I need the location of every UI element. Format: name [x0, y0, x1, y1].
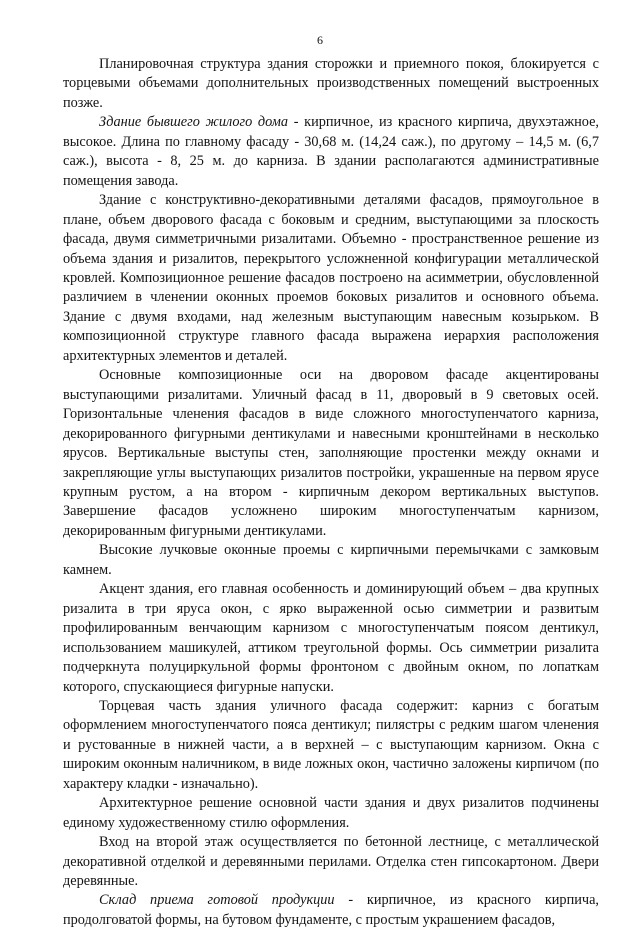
paragraph-warehouse: Склад приема готовой продукции - кирпичное, из красного кирпича, продолговатой формы, на бутовом фундаменте, с простым украшением фасадов,	[63, 892, 599, 928]
page-number: 6	[317, 33, 323, 47]
italic-heading-residential-building: Здание бывшего жилого дома	[99, 114, 289, 131]
paragraph-residential-building: Здание бывшего жилого дома - кирпичное, из красного кирпича, двухэтажное, высокое. Длина по главному фасаду - 30,68 м. (14,24 саж.), по другому – 14,5 м. (6,7 саж.), высота - 8, 25 м. до карниза. В здании располагаются административные помещения завода.	[63, 114, 599, 189]
document-body	[63, 55, 599, 930]
paragraph-window-openings: Высокие лучковые оконные проемы с кирпичными перемычками с замковым камнем.	[63, 542, 599, 578]
paragraph-planning-structure: Планировочная структура здания сторожки и приемного покоя, блокируется с торцевыми объемами дополнительных производственных помещений выстроенных позже.	[63, 56, 599, 111]
paragraph-second-floor-entrance: Вход на второй этаж осуществляется по бетонной лестнице, с металлической декоративной отделкой и деревянными перилами. Отделка стен гипсокартоном. Двери деревянные.	[63, 834, 599, 890]
paragraph-architectural-style: Архитектурное решение основной части здания и двух ризалитов подчинены единому художественному стилю оформления.	[63, 795, 599, 831]
paragraph-building-accent: Акцент здания, его главная особенность и доминирующий объем – два крупных ризалита в три яруса окон, с ярко выраженной осью симметрии и развитым профилированным венчающим карнизом с многоступенчатым поясом дентикул, использованием машикулей, аттиком треугольной формы. Ось симметрии ризалита подчеркнута полуциркульной формы фронтоном с двойным окном, по лопаткам которого, спускающиеся фигурные напуски.	[63, 581, 599, 695]
paragraph-facade-details: Здание с конструктивно-декоративными деталями фасадов, прямоугольное в плане, объем дворового фасада с боковым и средним, выступающими за плоскость фасада, двумя симметричными ризалитами. Объемно - пространственное решение из объема здания и ризалитов, перекрытого усложненной конфигурации металлической кровлей. Композиционное решение фасадов построено на асимметрии, обусловленной различием в членении оконных проемов боковых ризалитов и основного объема. Здание с двумя входами, над железным выступающим навесным козырьком. В композиционной структуре главного фасада выражена иерархия расположения архитектурных элементов и деталей.	[63, 192, 599, 364]
paragraph-end-facade: Торцевая часть здания уличного фасада содержит: карниз с богатым оформлением многоступенчатого пояса дентикул; пилястры с редким шагом членения и рустованные в нижней части, а в верхней – с выступающим карнизом. Окна с широким оконным наличником, в виде ложных окон, частично заложены кирпичом (по характеру кладки - изначально).	[63, 697, 599, 792]
paragraph-composition-axes: Основные композиционные оси на дворовом фасаде акцентированы выступающими ризалитами. Уличный фасад в 11, дворовый в 9 световых осей. Горизонтальные членения фасадов в виде сложного многоступенчатого карниза, декорированного фигурными дентикулами и навесными кронштейнами в несколько ярусов. Вертикальные выступы стен, заполняющие простенки между окнами и закрепляющие углы выступающих ризалитов постройки, украшенные на первом ярусе крупным рустом, а на втором - кирпичным декором вертикальных выступов. Завершение фасадов усложнено широким многоступенчатым карнизом, декорированным фигурными дентикулами.	[63, 367, 599, 539]
italic-heading-warehouse: Склад приема готовой продукции	[99, 892, 335, 909]
